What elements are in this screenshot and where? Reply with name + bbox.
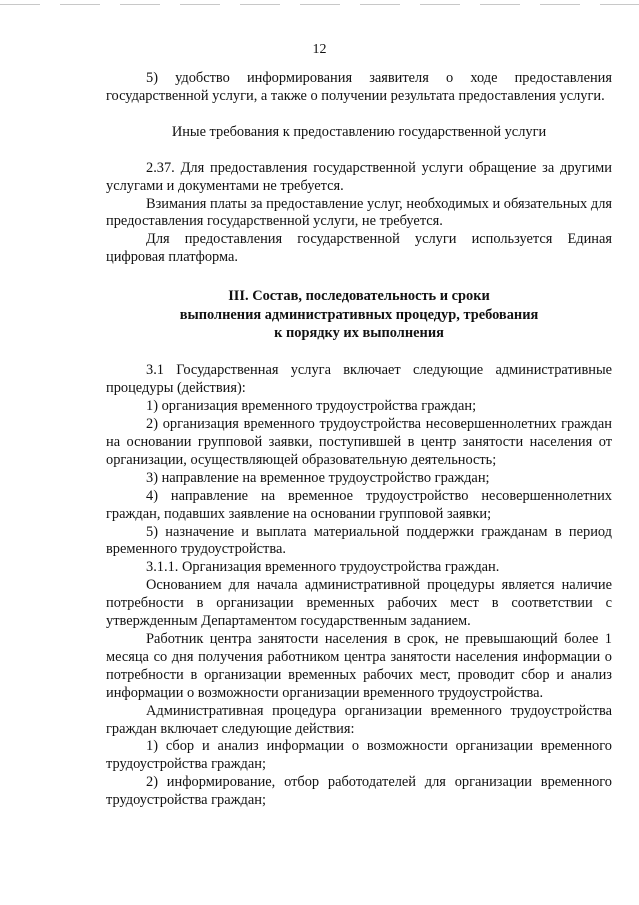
list-item: 3) направление на временное трудоустройство граждан; xyxy=(146,469,490,486)
section-heading-line: III. Состав, последовательность и сроки xyxy=(228,288,490,305)
paragraph: 3.1 Государственная услуга включает следующие административные процедуры (действия): xyxy=(106,362,612,397)
list-item: 1) сбор и анализ информации о возможности организации временного трудоустройства граждан; xyxy=(106,738,612,773)
paragraph: Административная процедура организации временного трудоустройства граждан включает следующие действия: xyxy=(106,702,612,737)
page-number: 12 xyxy=(312,42,327,57)
document-body xyxy=(106,70,612,810)
section-heading xyxy=(106,287,612,342)
scan-edge-line xyxy=(0,4,639,5)
paragraph: Работник центра занятости населения в срок, не превышающий более 1 месяца со дня получения работником центра занятости населения информации о потребности в организации временных рабочих мест, проводит сбор и анализ информации о возможности организации временного трудоустройства. xyxy=(106,630,612,701)
list-item: 4) направление на временное трудоустройство несовершеннолетних граждан, подавших заявление на основании групповой заявки; xyxy=(106,487,612,522)
paragraph: Для предоставления государственной услуги используется Единая цифровая платформа. xyxy=(106,231,612,266)
list-item: 1) организация временного трудоустройства граждан; xyxy=(146,398,477,415)
paragraph: 5) удобство информирования заявителя о ходе предоставления государственной услуги, а также о получении результата предоставления услуги. xyxy=(106,70,612,104)
list-item: 2) информирование, отбор работодателей для организации временного трудоустройства граждан; xyxy=(106,774,612,809)
paragraph: 3.1.1. Организация временного трудоустройства граждан. xyxy=(146,559,500,576)
list-item: 2) организация временного трудоустройства несовершеннолетних граждан на основании групповой заявки, поступившей в центр занятости населения от организации, осуществляющей образовательную деятельность; xyxy=(106,416,612,468)
section-heading-line: выполнения административных процедур, требования xyxy=(179,306,539,323)
paragraph: Взимания платы за предоставление услуг, необходимых и обязательных для предоставления государственной услуги, не требуется. xyxy=(106,195,612,230)
list-item: 5) назначение и выплата материальной поддержки гражданам в период временного трудоустройства. xyxy=(106,523,612,558)
section-heading-line: к порядку их выполнения xyxy=(274,324,444,341)
paragraph: 2.37. Для предоставления государственной услуги обращение за другими услугами и документами не требуется. xyxy=(106,159,612,194)
paragraph: Основанием для начала административной процедуры является наличие потребности в организации временных рабочих мест в соответствии с утвержденным Департаментом государственным заданием. xyxy=(106,577,612,630)
subheading: Иные требования к предоставлению государственной услуги xyxy=(171,123,547,140)
